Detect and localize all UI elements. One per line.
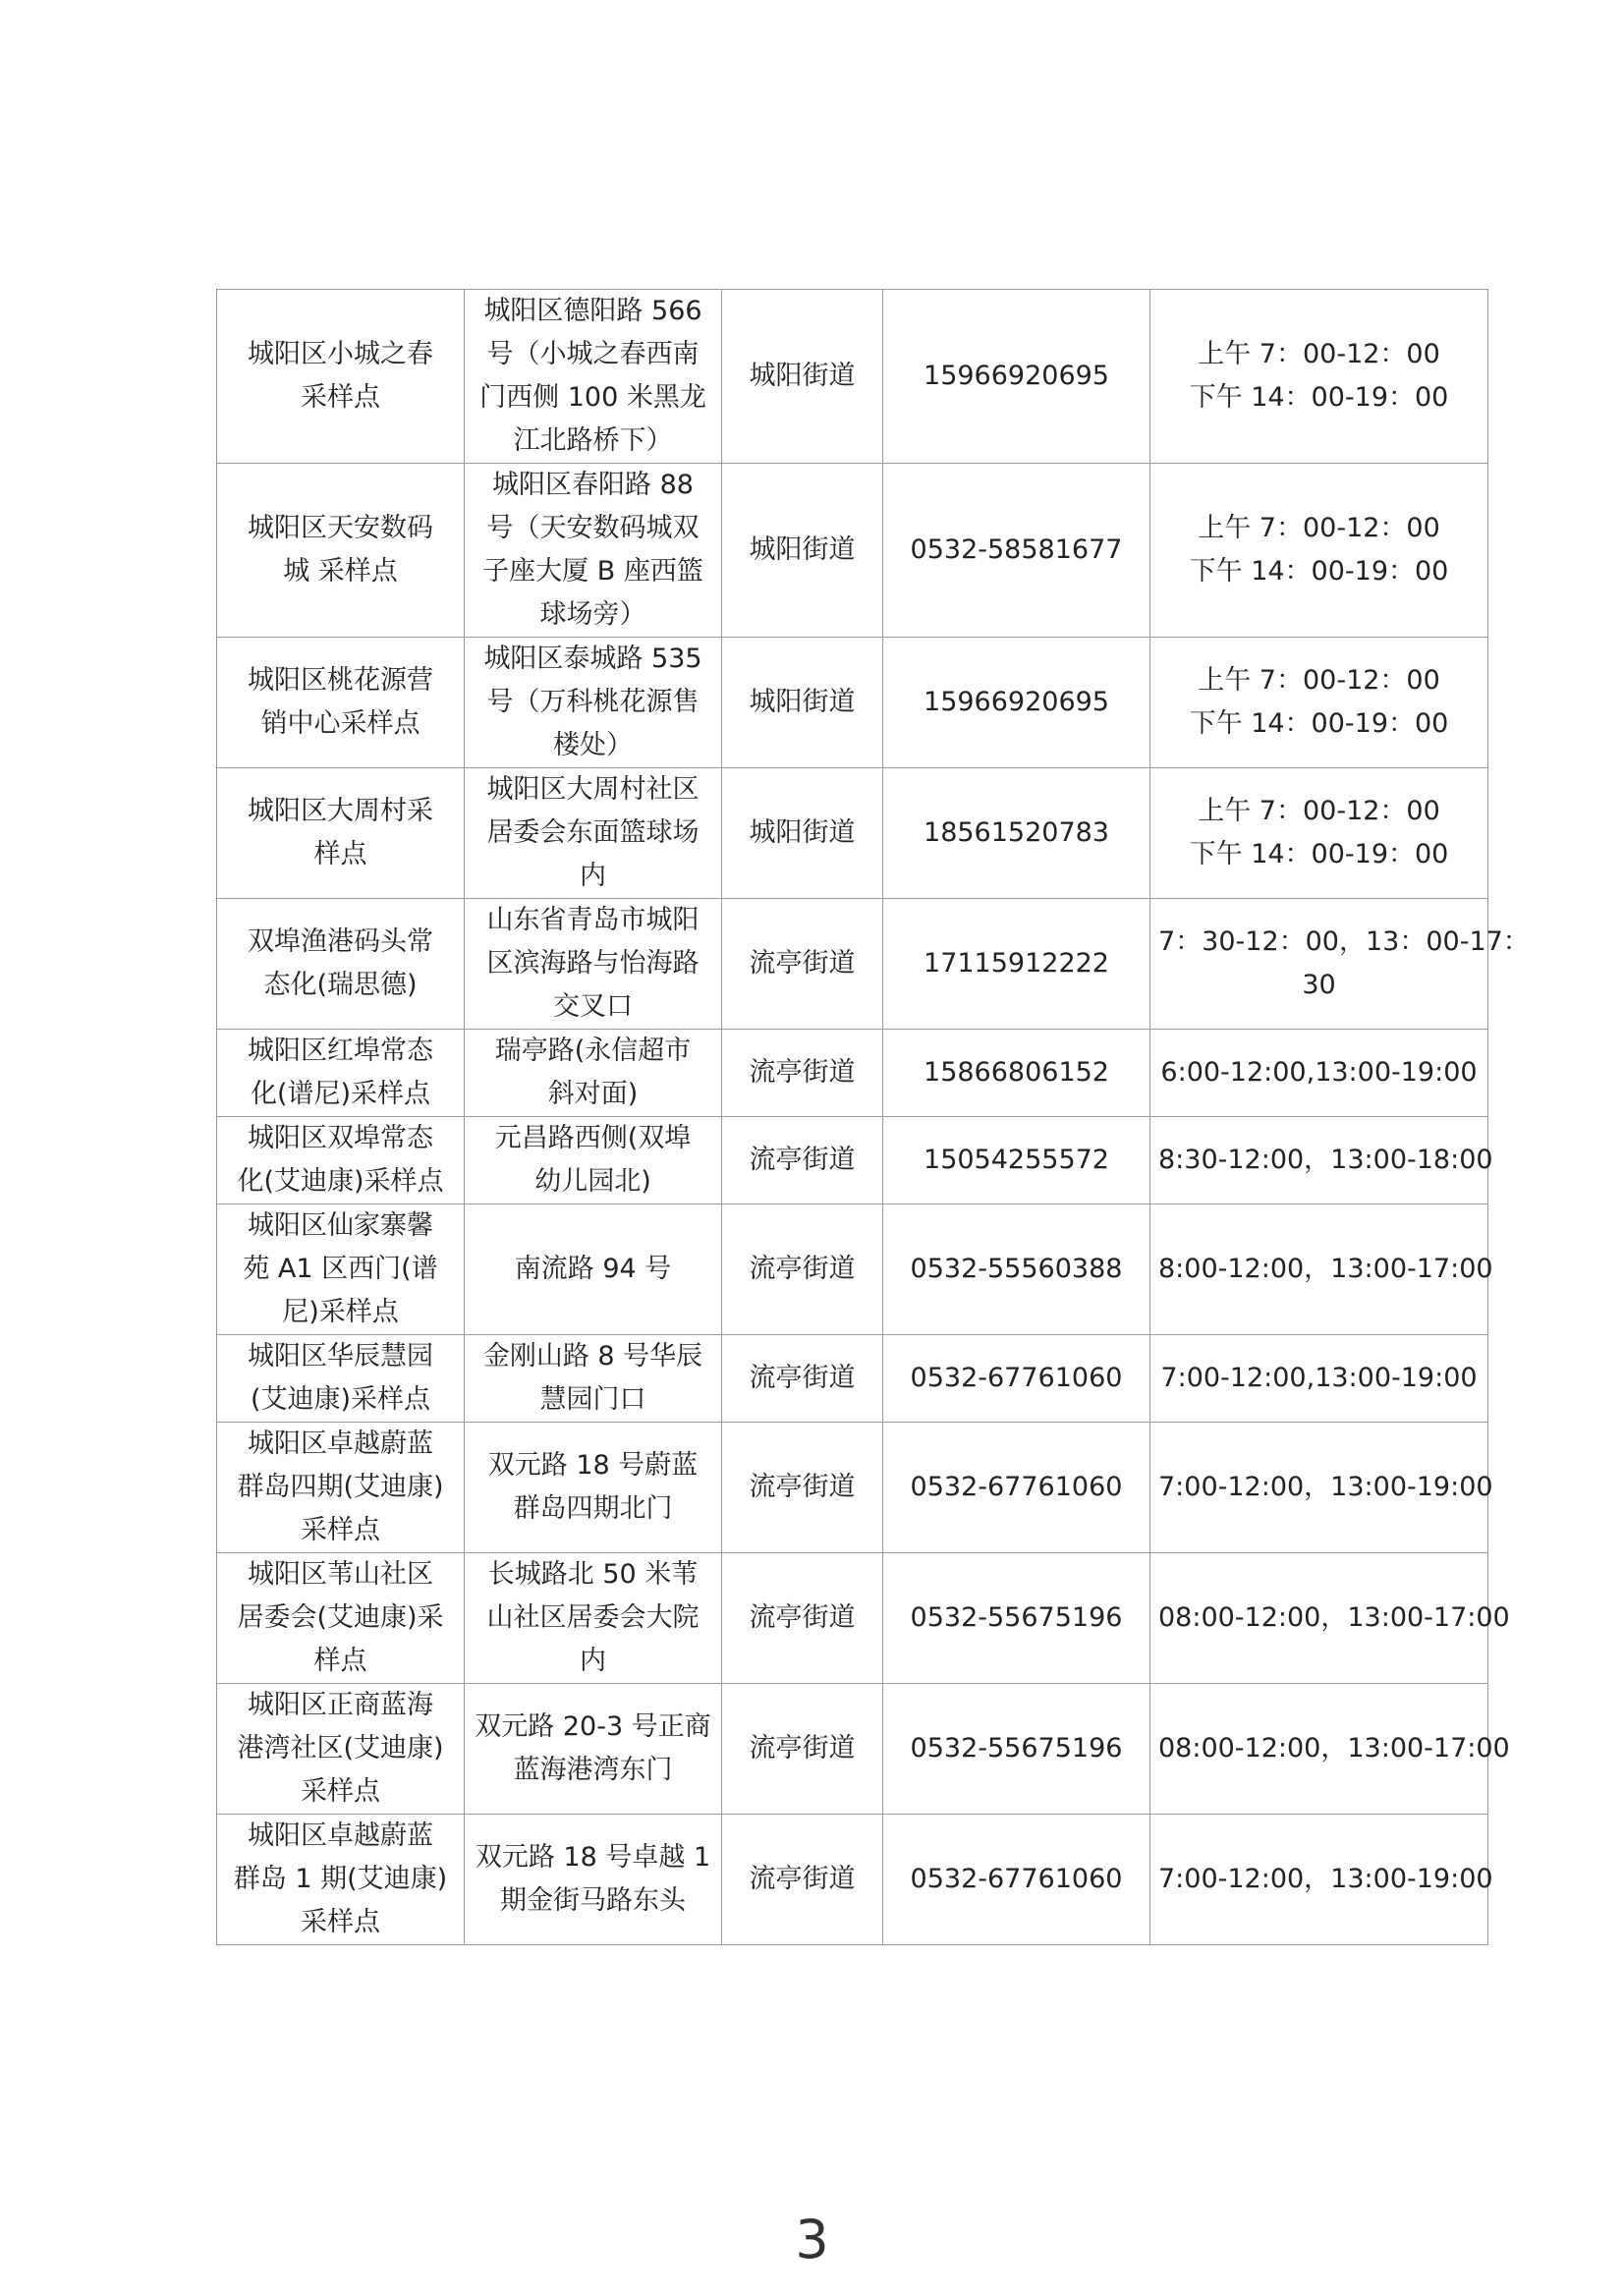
- site-address-line: 内: [580, 1646, 606, 1676]
- site-address-line: 瑞亭路(永信超市: [494, 1036, 692, 1066]
- site-address-cell: [465, 1815, 722, 1945]
- opening-hours-line: 下午 14：00-19：00: [1189, 839, 1449, 869]
- phone-cell: [883, 638, 1150, 768]
- opening-hours-line: 下午 14：00-19：00: [1189, 556, 1449, 587]
- site-name-cell: [217, 1030, 465, 1117]
- phone-text: 15054255572: [924, 1145, 1109, 1175]
- site-name-line: 采样点: [301, 1907, 380, 1937]
- site-address-line: 双元路 18 号蔚蓝: [487, 1450, 699, 1481]
- street-cell: [722, 1815, 883, 1945]
- opening-hours-line: 下午 14：00-19：00: [1189, 708, 1449, 739]
- sampling-sites-table-body: [217, 290, 1530, 1945]
- site-name-line: 采样点: [301, 382, 380, 413]
- site-address-line: 斜对面): [547, 1079, 639, 1109]
- site-address-line: 城阳区春阳路 88: [492, 470, 694, 500]
- site-address-line: 号（小城之春西南: [486, 339, 700, 369]
- phone-cell: [883, 1204, 1150, 1335]
- street-cell: [722, 768, 883, 899]
- site-name-line: 群岛 1 期(艾迪康): [233, 1864, 448, 1894]
- site-name-line: 城阳区正商蓝海: [248, 1690, 433, 1720]
- phone-text: 0532-55560388: [910, 1254, 1123, 1284]
- street-cell: [722, 638, 883, 768]
- site-address-line: 元昌路西侧(双埠: [494, 1123, 692, 1153]
- street-cell: [722, 1204, 883, 1335]
- street-cell: [722, 899, 883, 1030]
- table-row: [217, 1423, 1488, 1553]
- street-text: 流亭街道: [749, 948, 856, 979]
- site-name-line: 城阳区桃花源营: [248, 665, 433, 696]
- street-text: 流亭街道: [749, 1733, 856, 1764]
- site-address-line: 子座大厦 B 座西篮: [482, 556, 703, 587]
- site-name-line: 城阳区卓越蔚蓝: [248, 1428, 433, 1459]
- site-address-line: 交叉口: [553, 991, 633, 1022]
- opening-hours-line: 7:00-12:00，13:00-19:00: [1158, 1864, 1493, 1894]
- site-name-cell: [217, 464, 465, 638]
- opening-hours-line: 7:00-12:00,13:00-19:00: [1160, 1363, 1478, 1393]
- opening-hours-cell: [1150, 1117, 1493, 1204]
- site-address-cell: [465, 1117, 722, 1204]
- site-address-cell: [465, 899, 722, 1030]
- street-text: 流亭街道: [749, 1864, 856, 1894]
- phone-text: 15866806152: [924, 1057, 1109, 1088]
- street-text: 城阳街道: [749, 534, 856, 565]
- phone-text: 0532-55675196: [910, 1602, 1123, 1633]
- site-name-line: 港湾社区(艾迪康): [237, 1733, 444, 1764]
- phone-cell: [883, 899, 1150, 1030]
- street-text: 流亭街道: [749, 1057, 856, 1088]
- site-address-cell: [465, 290, 722, 464]
- site-name-cell: [217, 290, 465, 464]
- site-address-line: 双元路 20-3 号正商: [475, 1711, 711, 1742]
- opening-hours-cell: [1150, 1684, 1510, 1815]
- phone-cell: [883, 1030, 1150, 1117]
- site-address-line: 城阳区德阳路 566: [483, 296, 702, 326]
- opening-hours-line: 6:00-12:00,13:00-19:00: [1160, 1057, 1478, 1088]
- opening-hours-line: 30: [1302, 970, 1336, 1000]
- site-address-line: 球场旁）: [539, 599, 646, 630]
- opening-hours-line: 上午 7：00-12：00: [1198, 513, 1440, 543]
- site-address-line: 双元路 18 号卓越 1: [475, 1842, 711, 1873]
- table-row: [217, 464, 1488, 638]
- site-address-cell: [465, 1684, 722, 1815]
- phone-text: 0532-67761060: [910, 1472, 1123, 1502]
- site-name-line: 城阳区小城之春: [248, 339, 433, 369]
- site-address-cell: [465, 768, 722, 899]
- site-name-line: 双埠渔港码头常: [248, 926, 433, 957]
- table-row: [217, 768, 1488, 899]
- site-name-line: 苑 A1 区西门(谱: [243, 1254, 438, 1284]
- site-name-line: 采样点: [301, 1776, 380, 1807]
- opening-hours-line: 上午 7：00-12：00: [1198, 339, 1440, 369]
- site-address-cell: [465, 638, 722, 768]
- street-cell: [722, 1553, 883, 1684]
- street-text: 城阳街道: [749, 361, 856, 391]
- site-name-line: 城 采样点: [283, 556, 398, 587]
- opening-hours-line: 上午 7：00-12：00: [1198, 796, 1440, 826]
- site-address-line: 幼儿园北): [534, 1166, 651, 1197]
- street-cell: [722, 1030, 883, 1117]
- site-address-line: 南流路 94 号: [514, 1254, 672, 1284]
- site-name-cell: [217, 768, 465, 899]
- opening-hours-cell: [1150, 899, 1530, 1030]
- street-text: 城阳街道: [749, 687, 856, 717]
- table-row: [217, 1117, 1488, 1204]
- phone-text: 15966920695: [924, 687, 1109, 717]
- opening-hours-line: 08:00-12:00，13:00-17:00: [1158, 1733, 1510, 1764]
- phone-cell: [883, 290, 1150, 464]
- table-row: [217, 1204, 1488, 1335]
- site-address-line: 期金街马路东头: [500, 1885, 686, 1916]
- site-address-cell: [465, 1553, 722, 1684]
- site-address-cell: [465, 1030, 722, 1117]
- site-address-line: 蓝海港湾东门: [513, 1755, 673, 1785]
- site-address-line: 山社区居委会大院: [486, 1602, 700, 1633]
- site-name-cell: [217, 1684, 465, 1815]
- site-address-line: 城阳区泰城路 535: [483, 644, 702, 674]
- site-name-cell: [217, 638, 465, 768]
- opening-hours-line: 上午 7：00-12：00: [1198, 665, 1440, 696]
- table-row: [217, 1815, 1488, 1945]
- opening-hours-line: 7：30-12：00，13：00-17：: [1158, 926, 1530, 957]
- street-text: 流亭街道: [749, 1363, 856, 1393]
- site-address-cell: [465, 1204, 722, 1335]
- opening-hours-cell: [1150, 464, 1488, 638]
- street-cell: [722, 1684, 883, 1815]
- site-address-line: 山东省青岛市城阳: [486, 905, 700, 935]
- site-address-cell: [465, 464, 722, 638]
- opening-hours-cell: [1150, 1815, 1493, 1945]
- site-name-line: 城阳区天安数码: [248, 513, 433, 543]
- site-address-line: 群岛四期北门: [513, 1493, 673, 1524]
- site-name-cell: [217, 1423, 465, 1553]
- opening-hours-line: 7:00-12:00，13:00-19:00: [1158, 1472, 1493, 1502]
- site-name-line: 态化(瑞思德): [263, 970, 418, 1000]
- street-text: 流亭街道: [749, 1254, 856, 1284]
- site-address-line: 门西侧 100 米黑龙: [479, 382, 706, 413]
- opening-hours-cell: [1150, 1553, 1510, 1684]
- phone-cell: [883, 1423, 1150, 1553]
- phone-cell: [883, 1117, 1150, 1204]
- site-address-line: 居委会东面篮球场: [486, 817, 700, 848]
- site-name-line: 城阳区华辰慧园: [248, 1341, 433, 1372]
- street-cell: [722, 464, 883, 638]
- phone-cell: [883, 1553, 1150, 1684]
- phone-cell: [883, 1815, 1150, 1945]
- table-row: [217, 638, 1488, 768]
- opening-hours-cell: [1150, 1030, 1488, 1117]
- site-name-line: 城阳区仙家寨馨: [248, 1210, 433, 1241]
- site-name-line: 城阳区大周村采: [248, 796, 433, 826]
- table-row: [217, 899, 1488, 1030]
- site-name-line: 销中心采样点: [260, 708, 420, 739]
- site-name-line: 城阳区卓越蔚蓝: [248, 1820, 433, 1851]
- phone-text: 18561520783: [924, 817, 1109, 848]
- site-address-line: 号（天安数码城双: [486, 513, 700, 543]
- phone-text: 15966920695: [924, 361, 1109, 391]
- street-cell: [722, 290, 883, 464]
- opening-hours-line: 08:00-12:00，13:00-17:00: [1158, 1602, 1510, 1633]
- site-address-line: 城阳区大周村社区: [486, 774, 700, 805]
- site-name-line: 化(艾迪康)采样点: [237, 1166, 444, 1197]
- site-name-line: 城阳区双埠常态: [248, 1123, 433, 1153]
- table-row: [217, 1553, 1488, 1684]
- opening-hours-line: 8:30-12:00，13:00-18:00: [1158, 1145, 1493, 1175]
- site-address-line: 号（万科桃花源售: [486, 687, 700, 717]
- street-text: 流亭街道: [749, 1472, 856, 1502]
- street-cell: [722, 1335, 883, 1423]
- sampling-sites-table: [216, 289, 1530, 1945]
- street-text: 流亭街道: [749, 1145, 856, 1175]
- site-name-cell: [217, 899, 465, 1030]
- phone-text: 0532-58581677: [910, 534, 1123, 565]
- page-number: 3: [795, 2209, 829, 2270]
- opening-hours-cell: [1150, 1335, 1488, 1423]
- phone-cell: [883, 464, 1150, 638]
- street-cell: [722, 1423, 883, 1553]
- table-row: [217, 1335, 1488, 1423]
- site-name-line: 样点: [313, 839, 367, 869]
- opening-hours-cell: [1150, 1204, 1493, 1335]
- site-name-line: 采样点: [301, 1515, 380, 1545]
- opening-hours-cell: [1150, 290, 1488, 464]
- site-name-cell: [217, 1553, 465, 1684]
- site-name-line: 群岛四期(艾迪康): [237, 1472, 444, 1502]
- table-row: [217, 1030, 1488, 1117]
- site-address-line: 慧园门口: [539, 1384, 646, 1415]
- site-name-line: 化(谱尼)采样点: [250, 1079, 431, 1109]
- site-name-line: 尼)采样点: [282, 1297, 399, 1327]
- street-text: 流亭街道: [749, 1602, 856, 1633]
- site-address-cell: [465, 1335, 722, 1423]
- phone-text: 0532-67761060: [910, 1363, 1123, 1393]
- site-address-line: 区滨海路与怡海路: [486, 948, 700, 979]
- site-name-line: 城阳区苇山社区: [248, 1559, 433, 1590]
- site-address-line: 江北路桥下）: [513, 425, 673, 456]
- site-address-line: 内: [580, 861, 606, 891]
- opening-hours-cell: [1150, 638, 1488, 768]
- phone-cell: [883, 1684, 1150, 1815]
- opening-hours-cell: [1150, 768, 1488, 899]
- site-name-cell: [217, 1117, 465, 1204]
- site-name-cell: [217, 1204, 465, 1335]
- site-address-line: 金刚山路 8 号华辰: [482, 1341, 703, 1372]
- site-address-line: 楼处）: [553, 730, 633, 760]
- phone-text: 0532-55675196: [910, 1733, 1123, 1764]
- site-name-line: 居委会(艾迪康)采: [237, 1602, 444, 1633]
- site-address-cell: [465, 1423, 722, 1553]
- phone-text: 0532-67761060: [910, 1864, 1123, 1894]
- opening-hours-line: 下午 14：00-19：00: [1189, 382, 1449, 413]
- site-name-line: (艾迪康)采样点: [250, 1384, 431, 1415]
- table-row: [217, 290, 1488, 464]
- site-name-cell: [217, 1335, 465, 1423]
- street-text: 城阳街道: [749, 817, 856, 848]
- opening-hours-line: 8:00-12:00，13:00-17:00: [1158, 1254, 1493, 1284]
- opening-hours-cell: [1150, 1423, 1493, 1553]
- phone-cell: [883, 1335, 1150, 1423]
- street-cell: [722, 1117, 883, 1204]
- site-address-line: 长城路北 50 米苇: [487, 1559, 699, 1590]
- site-name-line: 城阳区红埠常态: [248, 1036, 433, 1066]
- site-name-cell: [217, 1815, 465, 1945]
- phone-text: 17115912222: [924, 948, 1109, 979]
- phone-cell: [883, 768, 1150, 899]
- table-row: [217, 1684, 1488, 1815]
- site-name-line: 样点: [313, 1646, 367, 1676]
